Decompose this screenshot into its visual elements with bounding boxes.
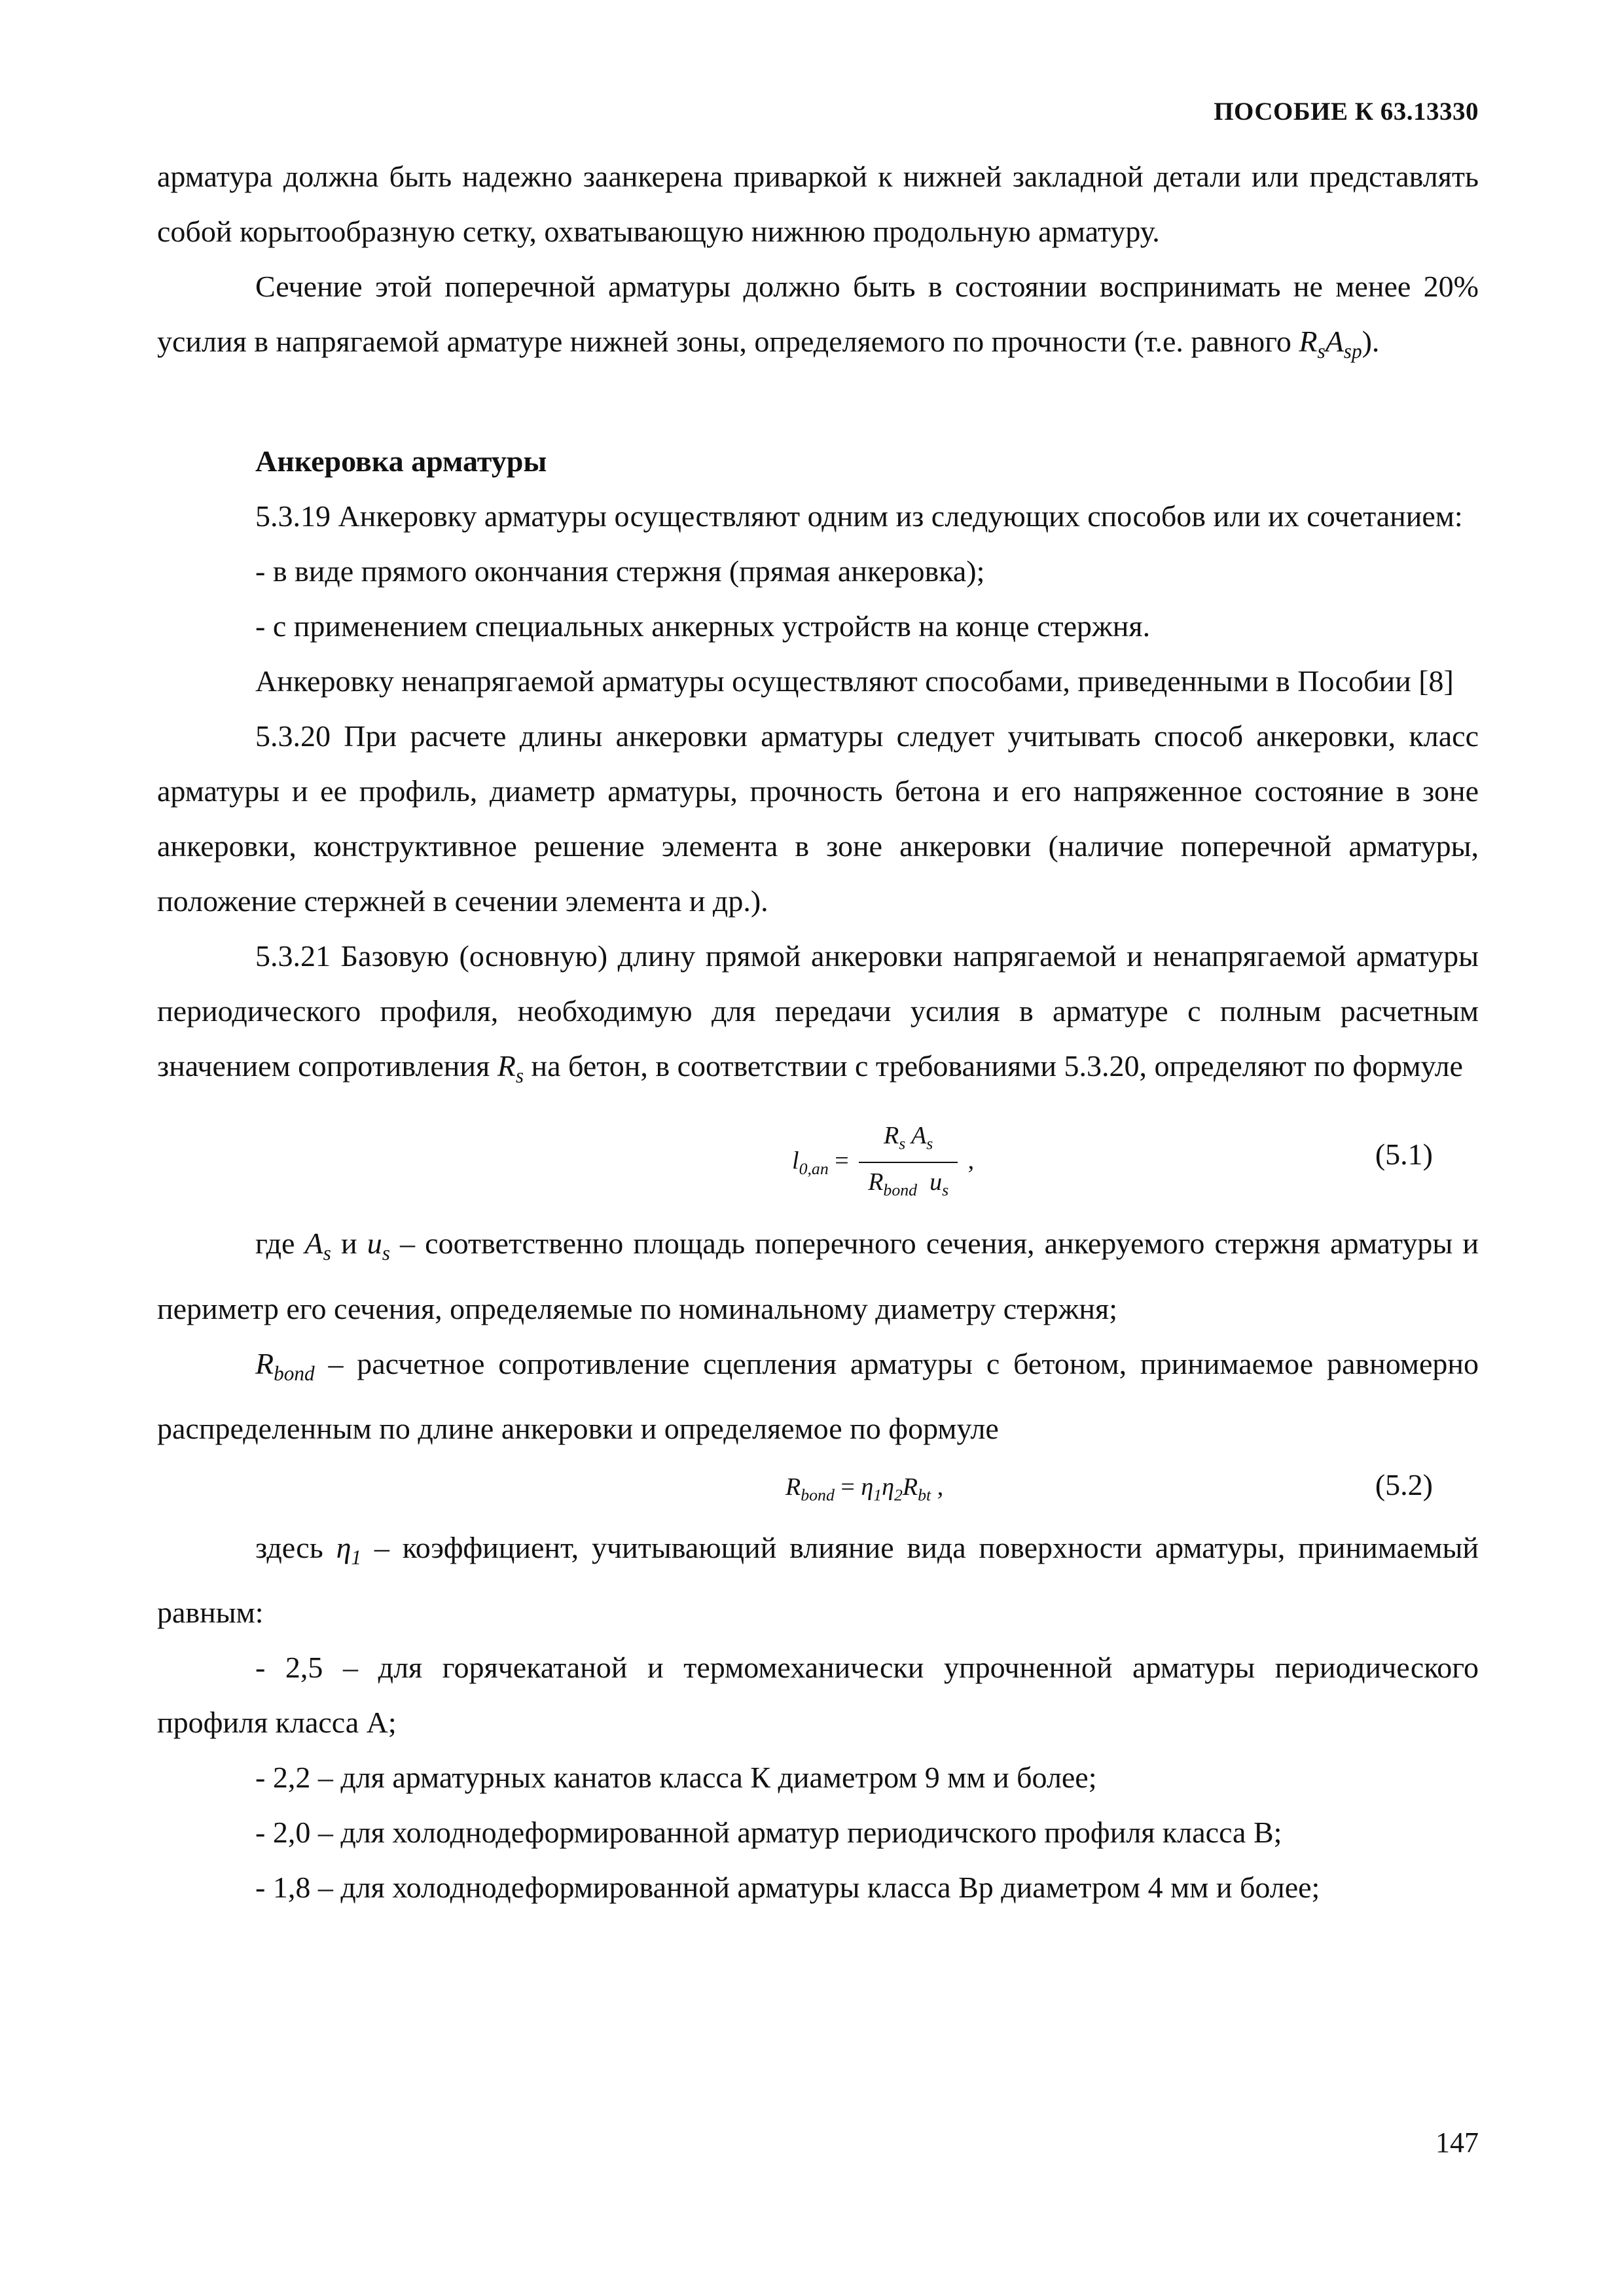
section-heading: Анкеровка арматуры [255,444,547,478]
paragraph: 5.3.19 Анкеровку арматуры осуществляют одним из следующих способов или их сочетанием: [255,499,1463,533]
formula-expression: $R_{bond} = \eta_1\eta_2R_{bt}$ , [785,1473,944,1505]
symbol: $R_s$ [497,1049,524,1088]
paragraph: $R_{bond}$ – расчетное сопротивление сцепления арматуры с бетоном, принимаемое равномерно распределенным по длине анкеровки и определяемое по формуле [157,1346,1479,1445]
symbol: $R_sA_{sp}$ [1299,325,1362,363]
fraction: $\frac{R_s A_s}{R_{bond} u_s}$ [859,1121,958,1205]
formula-5-2 [157,1458,1479,1519]
document-body [157,149,1479,1915]
formula-expression: $l_{0,an}$ = $\frac{R_s A_s}{R_{bond} u_s}$ , [792,1121,974,1205]
paragraph: Сечение этой поперечной арматуры должно быть в состоянии воспринимать не менее 20% усилия в напрягаемой арматуре нижней зоны, определяемого по прочности (т.е. равного $R_sA_{sp}$). [157,270,1479,363]
page-header: ПОСОБИЕ К 63.13330 [1214,98,1479,126]
paragraph-text: Сечение этой поперечной арматуры должно быть в состоянии воспринимать не менее 20% усилия в напрягаемой арматуре нижней зоны, определяемого по прочности (т.е. равного [157,270,1479,358]
formula-number: (5.2) [1375,1467,1433,1501]
paragraph: где $A_s$ и $u_s$ – соответственно площадь поперечного сечения, анкеруемого стержня арматуры и периметр его сечения, определяемые по номинальному диаметру стержня; [157,1227,1479,1325]
list-item: - 2,0 – для холоднодеформированной арматур периодичского профиля класса В; [255,1815,1282,1849]
paragraph: 5.3.20 При расчете длины анкеровки арматуры следует учитывать способ анкеровки, класс арматуры и ее профиль, диаметр арматуры, прочность бетона и его напряженное состояние в зоне анкеровки, конструктивное решение элемента в зоне анкеровки (наличие поперечной арматуры, положение стержней в сечении элемента и др.). [157,719,1479,918]
list-item: - 1,8 – для холоднодеформированной арматуры класса Вр диаметром 4 мм и более; [255,1870,1320,1904]
list-item: - 2,2 – для арматурных канатов класса К диаметром 9 мм и более; [255,1760,1097,1794]
formula-number: (5.1) [1375,1138,1433,1172]
paragraph: здесь $\eta_1$ – коэффициент, учитывающий влияние вида поверхности арматуры, принимаемый равным: [157,1530,1479,1629]
list-item: - 2,5 – для горячекатаной и термомеханически упрочненной арматуры периодического профиля класса А; [157,1650,1479,1739]
formula-5-1 [157,1105,1479,1215]
paragraph: арматура должна быть надежно заанкерена приваркой к нижней закладной детали или представлять собой корытообразную сетку, охватывающую нижнюю продольную арматуру. [157,160,1479,248]
list-item: - в виде прямого окончания стержня (прямая анкеровка); [255,554,985,588]
paragraph: 5.3.21 Базовую (основную) длину прямой анкеровки напрягаемой и ненапрягаемой арматуры периодического профиля, необходимую для передачи усилия в арматуре с полным расчетным значением сопротивления $R_s$ на бетон, в соответствии с требованиями 5.3.20, определяют по формуле [157,939,1479,1088]
paragraph: Анкеровку ненапрягаемой арматуры осуществляют способами, приведенными в Пособии [8] [255,664,1454,698]
page-number: 147 [1435,2126,1479,2159]
list-item: - с применением специальных анкерных устройств на конце стержня. [255,609,1151,643]
